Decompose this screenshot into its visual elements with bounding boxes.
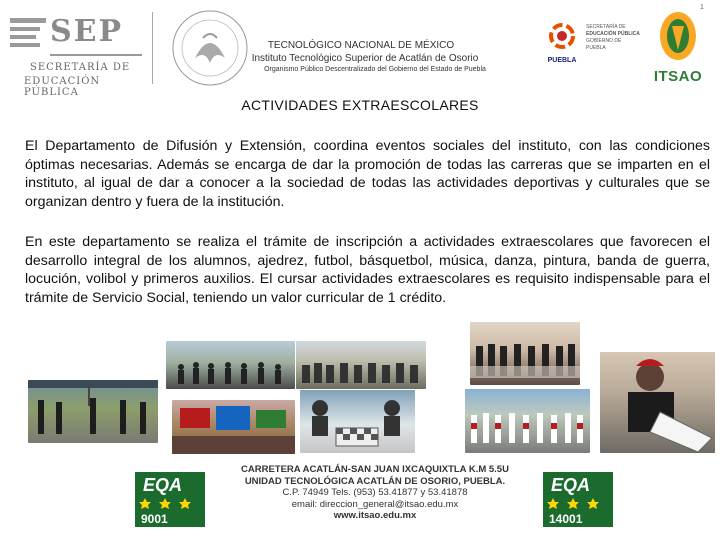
contact-address	[225, 464, 525, 522]
eqa-certification-left	[135, 472, 205, 527]
eagle-seal-icon	[165, 8, 255, 88]
photo-chess	[300, 390, 415, 453]
sep-logo	[10, 10, 142, 98]
drawing-student-icon	[600, 352, 715, 453]
photo-painting	[172, 400, 295, 454]
address-line-2: UNIDAD TECNOLÓGICA ACATLÁN DE OSORIO, PUEBLA.	[244, 475, 506, 487]
sep-emblem-icon	[10, 18, 46, 58]
group-people-icon	[166, 341, 295, 389]
photo-marching-band	[465, 389, 590, 453]
sep-logo-text: SEP	[50, 14, 124, 49]
eqa-left-code: 9001	[141, 512, 168, 526]
photo-basketball	[28, 380, 158, 443]
painting-icon	[172, 400, 295, 454]
footer-band	[135, 460, 613, 530]
eqa-right-brand: EQA	[551, 475, 591, 495]
page-title: ACTIVIDADES EXTRAESCOLARES	[241, 97, 479, 113]
eqa-right-code: 14001	[549, 512, 583, 526]
address-line-5: www.itsao.edu.mx	[333, 510, 417, 521]
itsao-logo	[645, 8, 711, 90]
sep-right-a: SECRETARÍA DE	[586, 24, 626, 30]
chess-board-icon	[300, 390, 415, 453]
itsao-logo-text: ITSAO	[653, 68, 703, 85]
header-divider	[152, 12, 153, 84]
eqa-left-brand: EQA	[143, 475, 183, 495]
sep-logo-line1: SECRETARÍA DE	[30, 62, 131, 73]
address-line-1: CARRETERA ACATLÁN-SAN JUAN IXCAQUIXTLA K.M 5.5U	[241, 464, 509, 475]
star-icon	[547, 498, 609, 510]
basketball-court-icon	[28, 380, 158, 443]
photo-dance-group	[470, 322, 580, 385]
sep-right-logo	[586, 24, 641, 68]
photo-drawing	[600, 352, 715, 453]
mexico-seal	[165, 8, 255, 88]
photo-group-outdoor	[166, 341, 295, 389]
header-line1: TECNOLÓGICO NACIONAL DE MÉXICO	[267, 40, 455, 51]
photo-team	[296, 341, 426, 389]
header-line3: Organismo Público Descentralizado del Gobierno del Estado de Puebla	[264, 66, 486, 73]
team-icon	[296, 341, 426, 389]
eqa-certification-right	[543, 472, 613, 527]
divider	[50, 54, 142, 56]
sep-logo-line2: EDUCACIÓN PÚBLICA	[24, 76, 101, 98]
address-line-4: email: direccion_general@itsao.edu.mx	[291, 498, 459, 510]
marching-band-icon	[465, 389, 590, 453]
paragraph-1: El Departamento de Difusión y Extensión, coordina eventos sociales del instituto, con las condiciones óptimas necesarias. Además se encarga de dar la promoción de todas las carreras que se imparten en el instituto, al igual de dar a conocer a la sociedad de todas las actividades deportivas y culturales que se organizan dentro y fuera de la institución.	[25, 138, 710, 210]
star-icon	[139, 498, 201, 510]
paragraph-2: En este departamento se realiza el trámite de inscripción a actividades extraescolares que favorecen el desarrollo integral de los alumnos, ajedrez, futbol, básquetbol, música, danza, pintura, banda de guerra, locución, volibol y primeros auxilios. El cursar actividades extraescolares es requisito indispensable para el trámite de Servicio Social, teniendo un valor curricular de 1 crédito.	[25, 234, 710, 306]
header-line2: Instituto Tecnológico Superior de Acatlán de Osorio	[251, 53, 479, 64]
puebla-logo	[542, 22, 582, 68]
page-number: 1	[700, 4, 704, 11]
address-line-3: C.P. 74949 Tels. (953) 53.41877 y 53.41878	[282, 487, 468, 498]
dance-group-icon	[470, 322, 580, 385]
sep-right-b: EDUCACIÓN PÚBLICA	[586, 31, 640, 37]
itsao-emblem-icon	[645, 8, 711, 63]
puebla-circle-icon	[542, 22, 582, 52]
puebla-logo-text: PUEBLA	[547, 57, 577, 64]
sep-right-c: GOBIERNO DE PUEBLA	[586, 38, 622, 51]
